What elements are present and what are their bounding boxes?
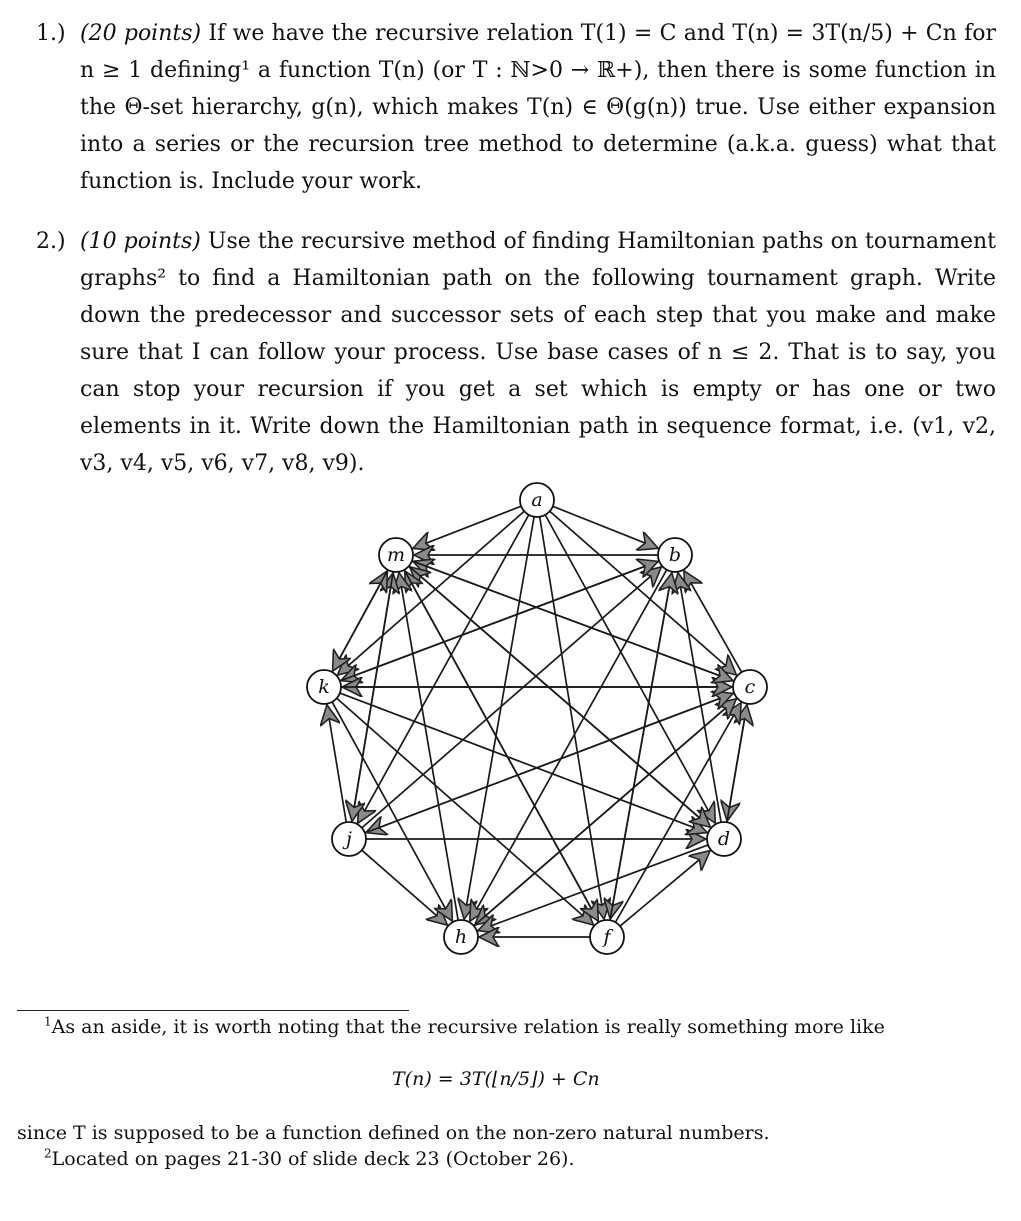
edge-f-d: [620, 851, 710, 927]
node-c-label: c: [744, 676, 756, 698]
node-h: [444, 920, 478, 954]
node-j-label: j: [346, 828, 352, 850]
footnote-2-text: Located on pages 21-30 of slide deck 23 (October 26).: [51, 1148, 575, 1170]
nodes-layer: [307, 483, 767, 954]
footnote-rule: [17, 1010, 409, 1011]
edge-a-f: [540, 517, 604, 919]
node-f: [590, 920, 624, 954]
problem-1-text: If we have the recursive relation T(1) = C and T(n) = 3T(n/5) + Cn for n ≥ 1 defining¹ a function T(n) (or T : ℕ>0 → ℝ+), then there is some function in the Θ-set hierarchy, g(n), which makes T(n) ∈ Θ(g(n)) true. Use either expansion into a series or the recursion tree method to determine (a.k.a. guess) what that function is. Include your work.: [80, 21, 996, 194]
node-b: [658, 538, 692, 572]
node-a-label: a: [531, 489, 543, 511]
edge-a-c: [550, 511, 737, 675]
node-m-label: m: [386, 544, 406, 566]
problem-2-number: 2.): [36, 229, 66, 254]
node-d-label: d: [717, 828, 731, 850]
problem-1: [36, 15, 996, 200]
footnote-2-marker: 2: [44, 1146, 52, 1161]
edge-m-d: [409, 566, 711, 827]
edge-d-b: [678, 573, 721, 823]
problem-2: [36, 223, 996, 482]
edge-f-c: [615, 703, 741, 923]
edge-d-h: [478, 845, 708, 931]
footnote-1-continuation: since T is supposed to be a function defined on the non-zero natural numbers.: [17, 1122, 770, 1144]
edge-a-h: [464, 517, 534, 920]
footnote-1-text: As an aside, it is worth noting that the recursive relation is really something more like: [51, 1016, 885, 1038]
edge-f-b: [610, 573, 672, 921]
node-f-label: f: [603, 926, 611, 948]
footnote-1: [44, 1014, 885, 1041]
edge-h-m: [399, 573, 458, 920]
problem-1-number: 1.): [36, 21, 66, 46]
node-c: [733, 670, 767, 704]
problem-1-points: (20 points): [80, 21, 202, 46]
problem-1-body: [80, 15, 996, 200]
node-j: [332, 822, 366, 856]
node-d: [707, 822, 741, 856]
edge-k-h: [332, 702, 452, 921]
problem-2-text: Use the recursive method of finding Hamiltonian paths on tournament graphs² to find a Hamiltonian path on the following tournament graph. Write down the predecessor and successor sets of each step that you make and make sure that I can follow your process. Use base cases of n ≤ 2. That is to say, you can stop your recursion if you get a set which is empty or has one or two elements in it. Write down the Hamiltonian path in sequence format, i.e. (v1, v2, v3, v4, v5, v6, v7, v8, v9).: [80, 229, 996, 476]
footnote-2: [44, 1146, 575, 1173]
node-a: [520, 483, 554, 517]
node-k-label: k: [318, 676, 330, 698]
node-k: [307, 670, 341, 704]
problem-2-body: [80, 223, 996, 482]
node-m: [379, 538, 413, 572]
footnote-1-formula: T(n) = 3T(⌊n/5⌋) + Cn: [392, 1068, 600, 1090]
node-h-label: h: [454, 926, 468, 948]
edge-m-c: [412, 561, 733, 681]
edge-h-c: [474, 699, 737, 926]
edge-m-j: [352, 572, 393, 821]
edge-k-f: [337, 698, 594, 925]
edge-j-b: [362, 567, 662, 828]
footnote-1-marker: 1: [44, 1014, 52, 1029]
node-b-label: b: [668, 544, 682, 566]
edge-k-b: [340, 561, 658, 681]
edge-k-d: [340, 693, 707, 833]
tournament-graph: [300, 480, 780, 970]
problem-2-points: (10 points): [80, 229, 201, 254]
